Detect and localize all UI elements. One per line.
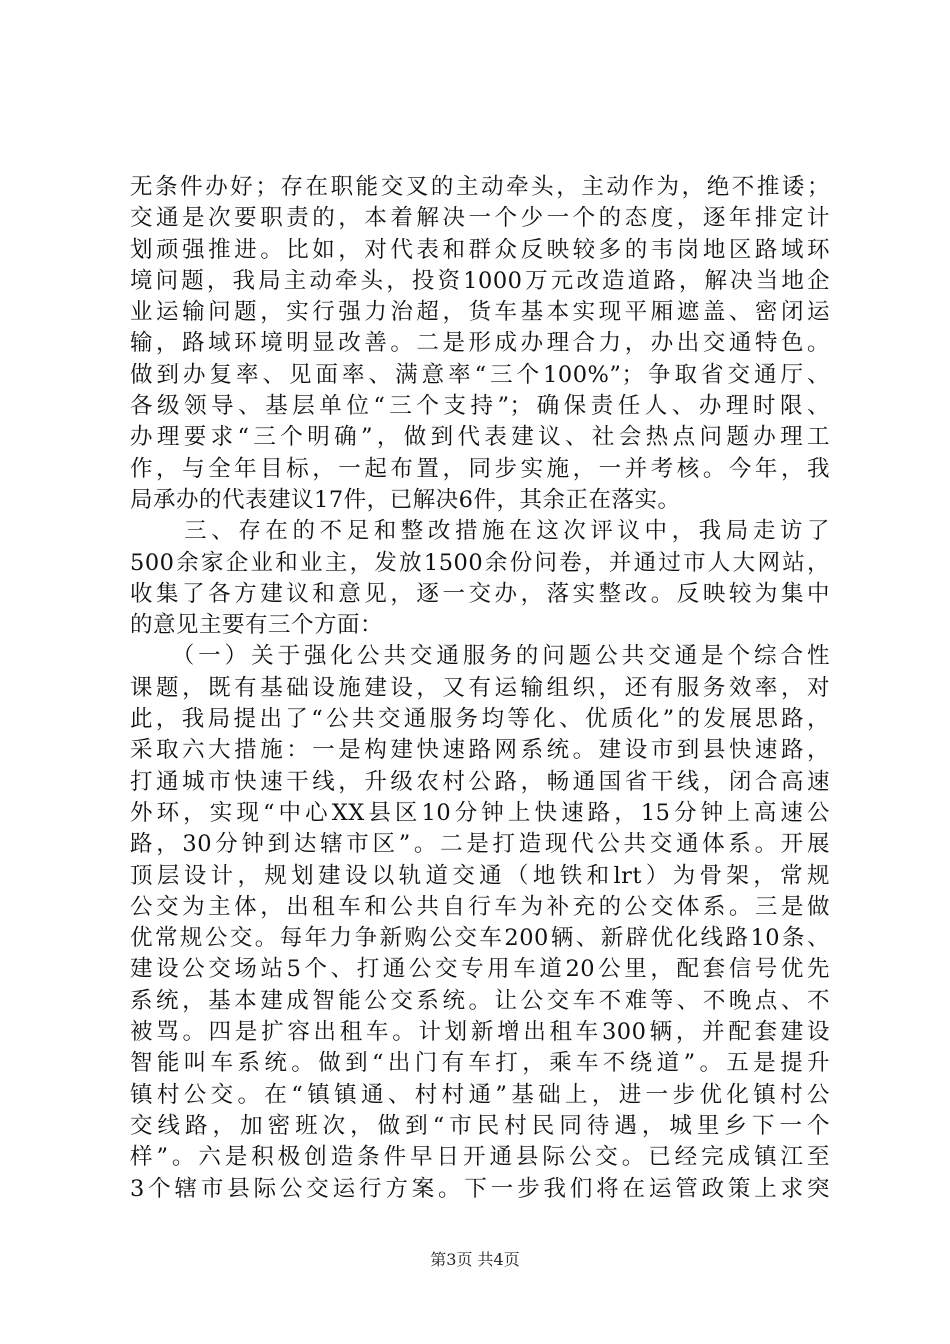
text-line: 划顽强推进。比如，对代表和群众反映较多的韦岗地区路域环 (130, 236, 830, 263)
text-line: 3个辖市县际公交运行方案。下一步我们将在运管政策上求突 (130, 1175, 830, 1202)
text-line: 采取六大措施：一是构建快速路网系统。建设市到县快速路， (130, 737, 830, 764)
text-line: 无条件办好；存在职能交叉的主动牵头，主动作为，绝不推诿； (130, 174, 830, 200)
text-line: 的意见主要有三个方面： (130, 612, 384, 639)
text-line: 作，与全年目标，一起布置，同步实施，一并考核。今年，我 (130, 455, 830, 482)
text-line: 此，我局提出了“公共交通服务均等化、优质化”的发展思路， (130, 706, 830, 733)
text-line: 收集了各方建议和意见，逐一交办，落实整改。反映较为集中 (130, 580, 830, 607)
text-line: （一）关于强化公共交通服务的问题公共交通是个综合性 (130, 643, 830, 670)
text-line: 交线路，加密班次，做到“市民村民同待遇，城里乡下一个 (130, 1112, 830, 1139)
text-line: 外环，实现“中心XX县区10分钟上快速路，15分钟上高速公 (130, 799, 830, 826)
text-line: 各级领导、基层单位“三个支持”；确保责任人、办理时限、 (130, 393, 830, 420)
text-line: 业运输问题，实行强力治超，货车基本实现平厢遮盖、密闭运 (130, 299, 830, 326)
text-line: 输，路域环境明显改善。二是形成办理合力，办出交通特色。 (130, 330, 830, 357)
text-line: 被骂。四是扩容出租车。计划新增出租车300辆，并配套建设 (130, 1019, 830, 1046)
text-line: 智能叫车系统。做到“出门有车打，乘车不绕道”。五是提升 (130, 1050, 830, 1077)
text-line: 局承办的代表建议17件，已解决6件，其余正在落实。 (130, 486, 681, 513)
text-line: 三、存在的不足和整改措施在这次评议中，我局走访了 (130, 518, 830, 545)
text-line: 500余家企业和业主，发放1500余份问卷，并通过市人大网站， (130, 549, 830, 576)
text-line: 优常规公交。每年力争新购公交车200辆、新辟优化线路10条、 (130, 925, 830, 952)
text-line: 样”。六是积极创造条件早日开通县际公交。已经完成镇江至 (130, 1144, 830, 1171)
text-line: 打通城市快速干线，升级农村公路，畅通国省干线，闭合高速 (130, 768, 830, 795)
page-footer: 第3页 共4页 (430, 1250, 520, 1269)
text-line: 课题，既有基础设施建设，又有运输组织，还有服务效率，对 (130, 674, 830, 701)
body-text (130, 172, 830, 1205)
text-line: 顶层设计，规划建设以轨道交通（地铁和lrt）为骨架，常规 (130, 862, 830, 889)
text-line: 系统，基本建成智能公交系统。让公交车不难等、不晚点、不 (130, 987, 830, 1014)
text-line: 办理要求“三个明确”，做到代表建议、社会热点问题办理工 (130, 424, 830, 451)
text-line: 做到办复率、见面率、满意率“三个100%”；争取省交通厅、 (130, 361, 830, 388)
text-line: 建设公交场站5个、打通公交专用车道20公里，配套信号优先 (130, 956, 830, 983)
text-line: 境问题，我局主动牵头，投资1000万元改造道路，解决当地企 (130, 267, 830, 294)
text-line: 路，30分钟到达辖市区”。二是打造现代公共交通体系。开展 (130, 831, 830, 858)
text-line: 公交为主体，出租车和公共自行车为补充的公交体系。三是做 (130, 893, 830, 920)
text-line: 镇村公交。在“镇镇通、村村通”基础上，进一步优化镇村公 (130, 1081, 830, 1108)
text-line: 交通是次要职责的，本着解决一个少一个的态度，逐年排定计 (130, 205, 830, 232)
